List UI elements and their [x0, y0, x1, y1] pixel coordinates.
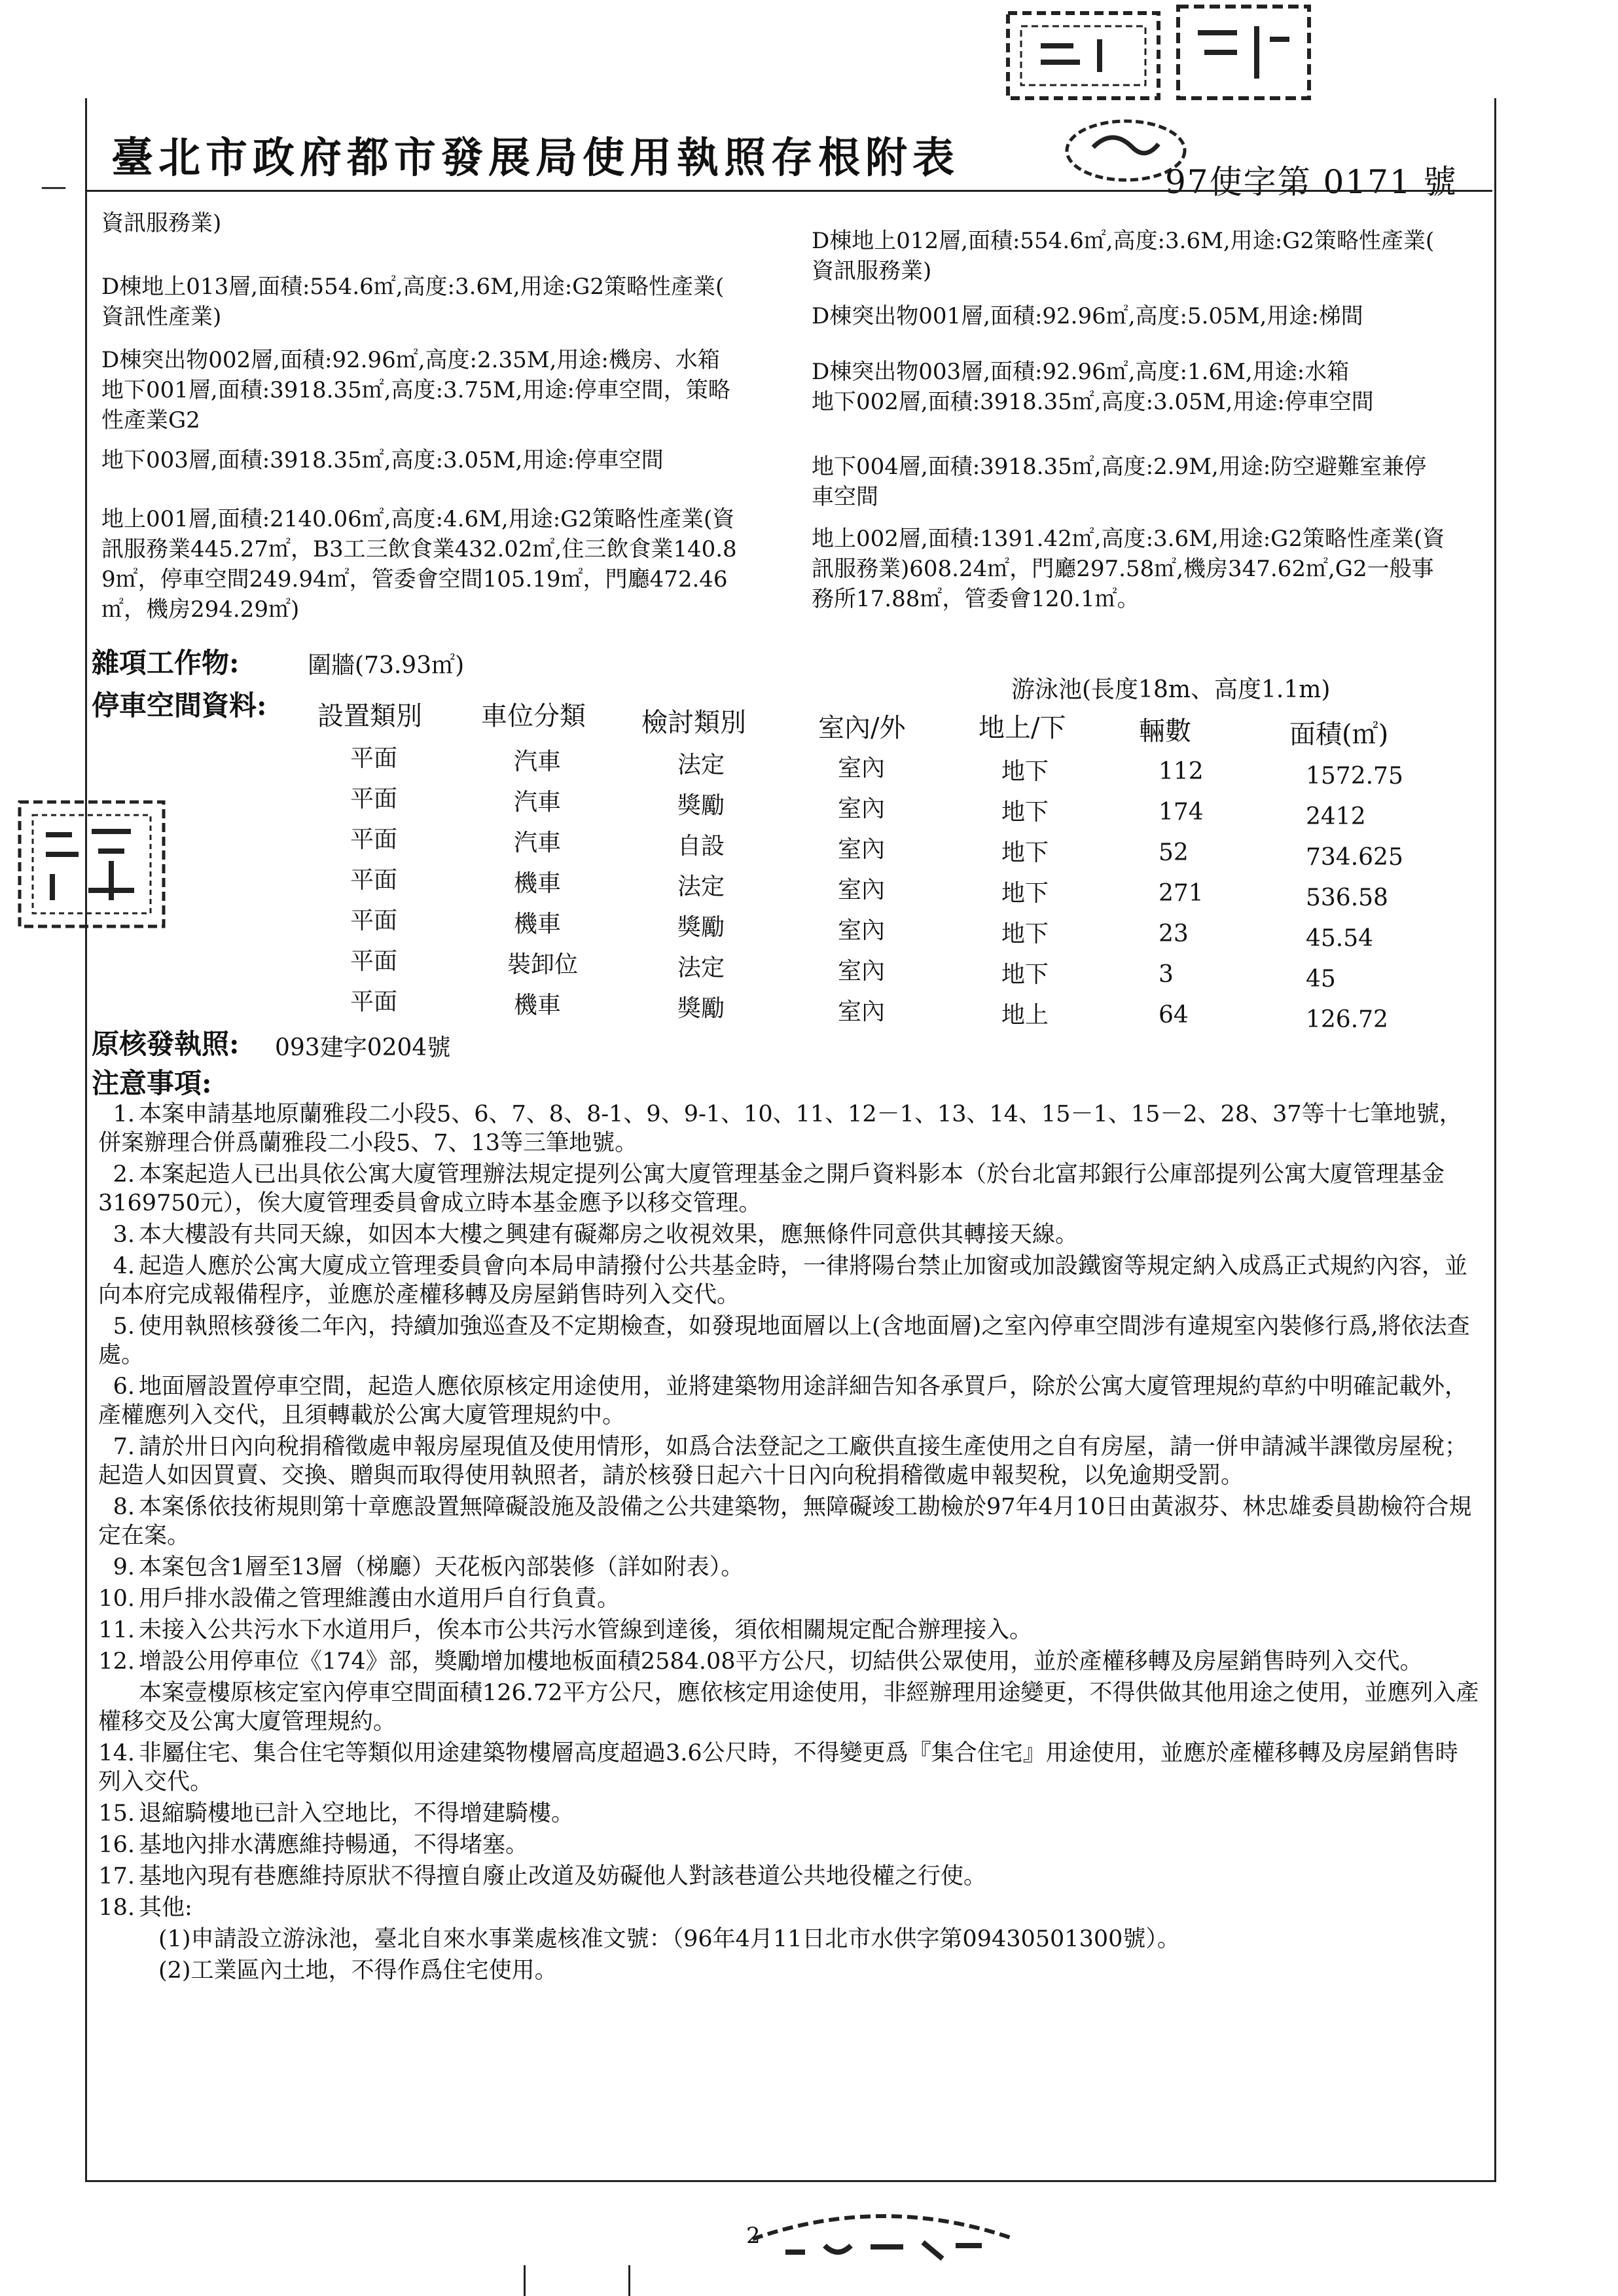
note-text: 本大樓設有共同天線，如因本大樓之興建有礙鄰房之收視效果，應無條件同意供其轉接天線。 — [139, 1222, 1079, 1248]
note-text: 未接入公共污水下水道用戶，俟本市公共污水管線到達後，須依相關規定配合辦理接入。 — [139, 1617, 1033, 1643]
parking-cell: 平面 — [350, 948, 398, 975]
note-number: 9. — [113, 1554, 135, 1580]
parking-cell: 法定 — [677, 752, 725, 778]
note-text: 非屬住宅、集合住宅等類似用途建築物樓層高度超過3.6公尺時，不得變更爲『集合住宅』用途使用，並應於產權移轉及房屋銷售時列入交代。 — [98, 1740, 1458, 1795]
note-number: 8. — [113, 1494, 135, 1520]
parking-header: 車位分類 — [481, 701, 586, 731]
parking-cell: 室內 — [838, 958, 886, 985]
right-entry: D棟突出物001層,面積:92.96㎡,高度:5.05M,用途:梯間 — [812, 303, 1363, 329]
note-number: 4. — [113, 1253, 135, 1279]
parking-header: 室內/外 — [818, 713, 906, 743]
right-entry: 地上002層,面積:1391.42㎡,高度:3.6M,用途:G2策略性產業(資 訊服務業)608.24㎡，門廳297.58㎡,機房347.62㎡,G2一般事 務所17.88㎡，管委會120.1㎡。 — [812, 526, 1445, 612]
parking-cell: 2412 — [1306, 803, 1366, 830]
note-number: 18. — [98, 1895, 135, 1921]
note-text: 使用執照核發後二年內，持續加強巡查及不定期檢查，如發現地面層以上(含地面層)之室內停車空間涉有違規室內裝修行爲,將依法查處。 — [98, 1313, 1470, 1368]
note-item — [98, 1862, 1479, 1891]
note-number: 14. — [98, 1740, 135, 1766]
left-entry: D棟突出物002層,面積:92.96㎡,高度:2.35M,用途:機房、水箱 地下001層,面積:3918.35㎡,高度:3.75M,用途:停車空間，策略 性產業G2 — [101, 347, 730, 433]
parking-cell: 平面 — [350, 867, 398, 894]
note-number: 10. — [98, 1586, 135, 1612]
note-item — [98, 1312, 1479, 1370]
parking-cell: 平面 — [350, 907, 398, 934]
parking-cell: 室內 — [838, 998, 886, 1025]
parking-cell: 734.625 — [1306, 844, 1403, 871]
note-item — [98, 1893, 1479, 1922]
original-permit-value: 093建字0204號 — [275, 1034, 451, 1061]
notes-list — [98, 1100, 1479, 1988]
note-number: 2. — [113, 1161, 135, 1188]
note-item — [98, 1679, 1479, 1736]
parking-cell: 室內 — [838, 836, 886, 863]
parking-cell: 平面 — [350, 826, 398, 853]
note-text: (2)工業區內土地，不得作爲住宅使用。 — [158, 1958, 558, 1984]
parking-cell: 平面 — [350, 745, 398, 772]
note-number: 6. — [113, 1374, 135, 1400]
document-title: 臺北市政府都市發展局使用執照存根附表 — [111, 134, 960, 183]
parking-cell: 自設 — [677, 833, 725, 860]
note-text: (1)申請設立游泳池，臺北自來水事業處核准文號：（96年4月11日北市水供字第09430501300號）。 — [158, 1926, 1180, 1952]
title-divider — [85, 190, 1492, 192]
note-text: 請於卅日內向稅捐稽徵處申報房屋現值及使用情形，如爲合法登記之工廠供直接生產使用之自有房屋，請一併申請減半課徵房屋稅；起造人如因買賣、交換、贈與而取得使用執照者，請於核發日起六十日內向稅捐稽徵處申報契稅，以免逾期受罰。 — [98, 1434, 1468, 1489]
note-text: 本案包含1層至13層（梯廳）天花板內部裝修（詳如附表）。 — [139, 1554, 744, 1580]
note-number: 7. — [113, 1434, 135, 1460]
parking-cell: 23 — [1159, 920, 1189, 947]
parking-cell: 271 — [1159, 880, 1204, 907]
parking-cell: 法定 — [677, 873, 725, 900]
parking-cell: 3 — [1159, 961, 1174, 988]
parking-cell: 平面 — [350, 786, 398, 812]
parking-cell: 獎勵 — [677, 792, 725, 819]
permit-number: 97使字第 0171 號 — [1165, 163, 1458, 201]
note-text: 基地內排水溝應維持暢通，不得堵塞。 — [139, 1832, 529, 1858]
left-entry: 地上001層,面積:2140.06㎡,高度:4.6M,用途:G2策略性產業(資 訊服務業445.27㎡，B3工三飲食業432.02㎡,住三飲食業140.8 9㎡，停車空間249.94㎡，管委會空間105.19㎡，門廳472.46 ㎡，機房294.29㎡) — [101, 506, 737, 623]
parking-header: 面積(㎡) — [1289, 720, 1389, 750]
note-number: 12. — [98, 1649, 135, 1675]
parking-cell: 64 — [1159, 1002, 1189, 1029]
parking-cell: 獎勵 — [677, 914, 725, 941]
parking-cell: 汽車 — [514, 829, 562, 856]
note-number: 1. — [113, 1101, 135, 1127]
parking-cell: 112 — [1159, 758, 1204, 785]
parking-cell: 汽車 — [514, 789, 562, 816]
note-item — [98, 1647, 1479, 1676]
note-number: 15. — [98, 1800, 135, 1827]
parking-cell: 45 — [1306, 966, 1336, 993]
parking-cell: 機車 — [514, 992, 562, 1019]
original-permit-label: 原核發執照: — [92, 1028, 240, 1060]
parking-header: 地上/下 — [979, 713, 1066, 743]
parking-cell: 地下 — [1001, 880, 1049, 907]
note-text: 基地內現有巷應維持原狀不得擅自廢止改道及妨礙他人對該巷道公共地役權之行使。 — [139, 1863, 987, 1889]
note-text: 本案申請基地原蘭雅段二小段5、6、7、8、8-1、9、9-1、10、11、12－1、13、14、15－1、15－2、28、37等十七筆地號，併案辦理合併爲蘭雅段二小段5、7、13等三筆地號。 — [98, 1101, 1462, 1156]
note-item — [98, 1432, 1479, 1490]
parking-cell: 機車 — [514, 870, 562, 897]
parking-cell: 174 — [1159, 799, 1204, 826]
note-text: 起造人應於公寓大廈成立管理委員會向本局申請撥付公共基金時，一律將陽台禁止加窗或加設鐵窗等規定納入成爲正式規約內容，並向本府完成報備程序，並應於產權移轉及房屋銷售時列入交代。 — [98, 1253, 1468, 1308]
note-item — [98, 1100, 1479, 1157]
right-entry: D棟突出物003層,面積:92.96㎡,高度:1.6M,用途:水箱 地下002層,面積:3918.35㎡,高度:3.05M,用途:停車空間 — [812, 359, 1374, 415]
note-item — [98, 1956, 1479, 1985]
note-item — [98, 1799, 1479, 1828]
note-item — [98, 1252, 1479, 1309]
parking-cell: 獎勵 — [677, 995, 725, 1022]
right-entry: 地下004層,面積:3918.35㎡,高度:2.9M,用途:防空避難室兼停 車空間 — [812, 454, 1427, 510]
notes-label: 注意事項: — [92, 1067, 212, 1099]
note-item — [98, 1584, 1479, 1613]
note-item — [98, 1831, 1479, 1859]
parking-cell: 室內 — [838, 917, 886, 944]
note-item — [98, 1160, 1479, 1218]
left-entry: D棟地上013層,面積:554.6㎡,高度:3.6M,用途:G2策略性產業( 資訊性產業) — [101, 274, 725, 330]
note-text: 增設公用停車位《174》部，獎勵增加樓地板面積2584.08平方公尺，切結供公眾使用，並於產權移轉及房屋銷售時列入交代。 — [139, 1649, 1423, 1675]
page-number: 2 — [746, 2223, 761, 2249]
parking-cell: 平面 — [350, 989, 398, 1015]
note-item — [98, 1616, 1479, 1645]
right-entry: D棟地上012層,面積:554.6㎡,高度:3.6M,用途:G2策略性產業( 資訊服務業) — [812, 228, 1435, 284]
margin-mark: — — [41, 172, 67, 202]
note-number: 17. — [98, 1863, 135, 1889]
note-item — [98, 1925, 1479, 1954]
parking-cell: 126.72 — [1306, 1006, 1388, 1033]
parking-cell: 1572.75 — [1306, 763, 1403, 790]
parking-cell: 機車 — [514, 911, 562, 938]
parking-cell: 536.58 — [1306, 884, 1388, 911]
note-item — [98, 1493, 1479, 1550]
binding-mark — [628, 2265, 630, 2296]
misc-works-wall: 圍牆(73.93㎡) — [308, 652, 465, 679]
note-item — [98, 1220, 1479, 1249]
note-item — [98, 1372, 1479, 1430]
note-number: 5. — [113, 1313, 135, 1339]
note-text: 本案係依技術規則第十章應設置無障礙設施及設備之公共建築物，無障礙竣工勘檢於97年4月10日由黃淑芬、林忠雄委員勘檢符合規定在案。 — [98, 1494, 1472, 1549]
parking-cell: 地下 — [1001, 758, 1049, 785]
parking-label: 停車空間資料: — [92, 689, 267, 721]
misc-works-label: 雜項工作物: — [92, 647, 240, 679]
note-item — [98, 1553, 1479, 1582]
parking-cell: 室內 — [838, 795, 886, 822]
note-number: 16. — [98, 1832, 135, 1858]
parking-cell: 法定 — [677, 955, 725, 981]
note-number: 3. — [113, 1222, 135, 1248]
left-entry: 資訊服務業) — [101, 210, 222, 236]
misc-works-pool: 游泳池(長度18m、高度1.1m) — [1011, 676, 1331, 703]
parking-cell: 裝卸位 — [507, 951, 579, 978]
parking-cell: 汽車 — [514, 748, 562, 775]
parking-header: 設置類別 — [317, 701, 422, 731]
parking-cell: 室內 — [838, 755, 886, 782]
parking-cell: 地下 — [1001, 799, 1049, 826]
left-entry: 地下003層,面積:3918.35㎡,高度:3.05M,用途:停車空間 — [101, 447, 664, 473]
parking-cell: 地下 — [1001, 920, 1049, 947]
parking-cell: 地上 — [1001, 1002, 1049, 1029]
parking-cell: 52 — [1159, 839, 1189, 866]
note-text: 本案起造人已出具依公寓大廈管理辦法規定提列公寓大廈管理基金之開戶資料影本（於台北富邦銀行公庫部提列公寓大廈管理基金3169750元），俟大廈管理委員會成立時本基金應予以移交管理。 — [98, 1161, 1445, 1216]
note-text: 其他: — [139, 1895, 192, 1921]
seal-bottom-icon — [746, 2200, 1021, 2291]
note-text: 退縮騎樓地已計入空地比，不得增建騎樓。 — [139, 1800, 575, 1827]
parking-header: 檢討類別 — [641, 708, 746, 738]
note-item — [98, 1739, 1479, 1796]
note-text: 本案壹樓原核定室內停車空間面積126.72平方公尺，應依核定用途使用，非經辦理用途變更，不得供做其他用途之使用，並應列入產權移交及公寓大廈管理規約。 — [98, 1680, 1479, 1735]
binding-mark — [524, 2265, 526, 2296]
note-number: 11. — [98, 1617, 135, 1643]
parking-header: 輛數 — [1139, 716, 1191, 746]
parking-cell: 45.54 — [1306, 925, 1374, 952]
parking-cell: 地下 — [1001, 839, 1049, 866]
parking-cell: 室內 — [838, 877, 886, 903]
note-text: 地面層設置停車空間，起造人應依原核定用途使用，並將建築物用途詳細告知各承買戶，除於公寓大廈管理規約草約中明確記載外，產權應列入交代，且須轉載於公寓大廈管理規約中。 — [98, 1374, 1468, 1429]
parking-cell: 地下 — [1001, 961, 1049, 988]
note-text: 用戶排水設備之管理維護由水道用戶自行負責。 — [139, 1586, 620, 1612]
